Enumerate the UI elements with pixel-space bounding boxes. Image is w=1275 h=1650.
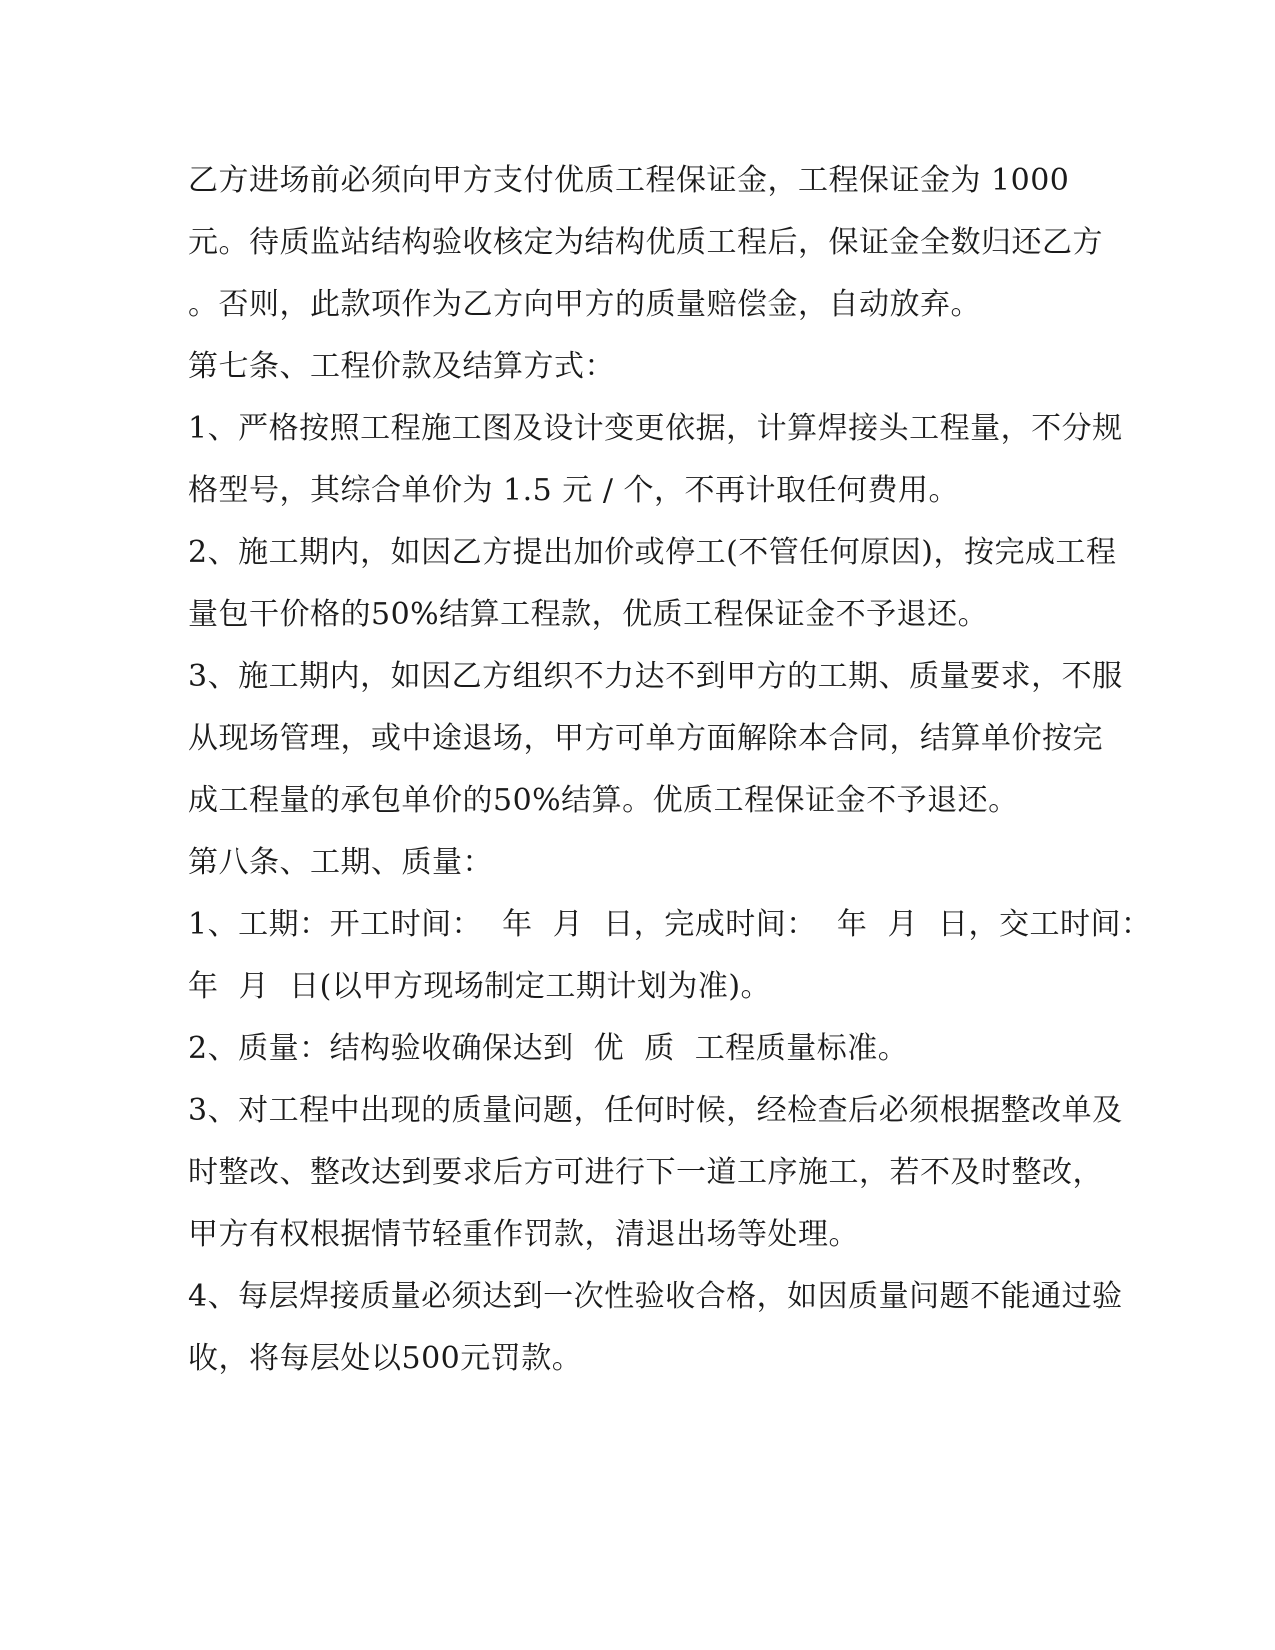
text-line: 3、对工程中出现的质量问题，任何时候，经检查后必须根据整改单及 (188, 1093, 1123, 1128)
text-line: 2、施工期内，如因乙方提出加价或停工(不管任何原因)，按完成工程 (188, 535, 1117, 570)
text-line: 2、质量：结构验收确保达到 优 质 工程质量标准。 (188, 1031, 909, 1066)
text-line: 1、严格按照工程施工图及设计变更依据，计算焊接头工程量，不分规 (188, 411, 1123, 446)
text-line: 年 月 日(以甲方现场制定工期计划为准)。 (188, 969, 772, 1004)
text-line: 。否则，此款项作为乙方向甲方的质量赔偿金，自动放弃。 (188, 287, 981, 322)
text-line: 甲方有权根据情节轻重作罚款，清退出场等处理。 (188, 1217, 859, 1252)
text-line: 格型号，其综合单价为 1.5 元 / 个，不再计取任何费用。 (188, 473, 959, 508)
text-line: 4、每层焊接质量必须达到一次性验收合格，如因质量问题不能通过验 (188, 1279, 1123, 1314)
text-line: 量包干价格的50%结算工程款，优质工程保证金不予退还。 (188, 597, 989, 632)
text-line: 时整改、整改达到要求后方可进行下一道工序施工，若不及时整改， (188, 1155, 1103, 1190)
section-heading-7: 第七条、工程价款及结算方式： (188, 349, 615, 384)
section-heading-8: 第八条、工期、质量： (188, 845, 493, 880)
text-line: 1、工期：开工时间： 年 月 日，完成时间： 年 月 日，交工时间： (188, 907, 1152, 942)
text-line: 元。待质监站结构验收核定为结构优质工程后，保证金全数归还乙方 (188, 225, 1103, 260)
text-line: 乙方进场前必须向甲方支付优质工程保证金，工程保证金为 1000 (188, 163, 1070, 198)
text-line: 从现场管理，或中途退场，甲方可单方面解除本合同，结算单价按完 (188, 721, 1103, 756)
text-line: 3、施工期内，如因乙方组织不力达不到甲方的工期、质量要求，不服 (188, 659, 1123, 694)
text-line: 成工程量的承包单价的50%结算。优质工程保证金不予退还。 (188, 783, 1019, 818)
text-line: 收，将每层处以500元罚款。 (188, 1341, 583, 1376)
